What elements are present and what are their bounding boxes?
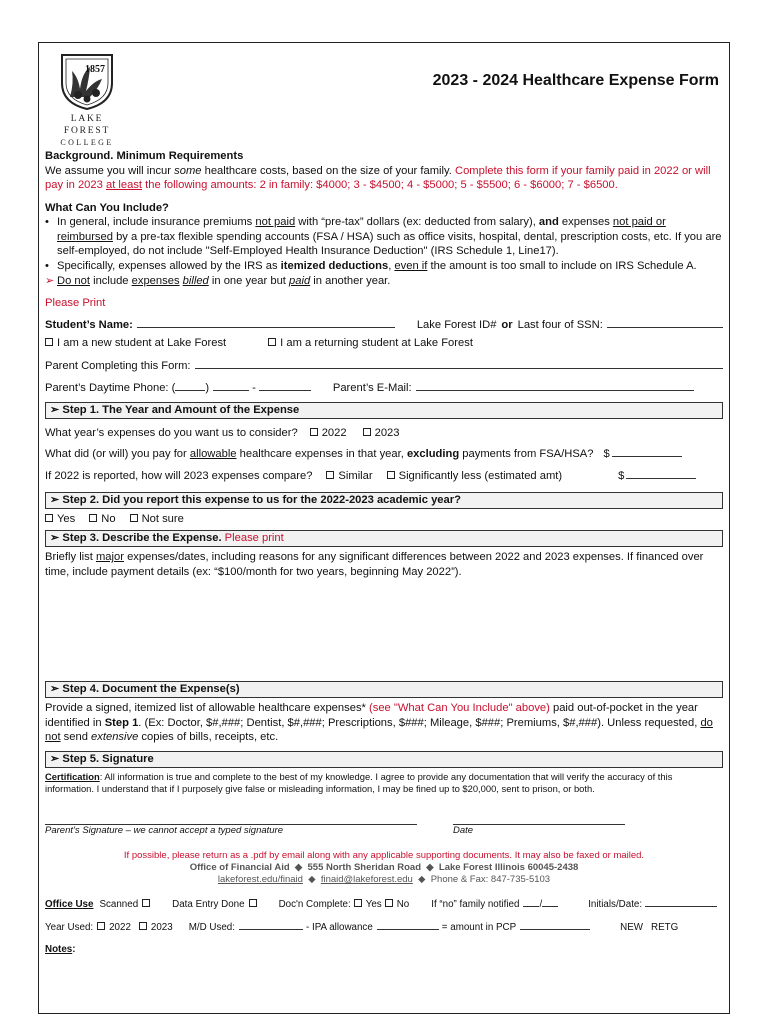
date-label: Date	[453, 825, 474, 837]
retg-label: RETG	[651, 922, 679, 934]
student-type-row	[45, 336, 723, 351]
similar-label: Similar	[338, 470, 373, 482]
lake-forest-id-label: Lake Forest ID#	[416, 318, 497, 331]
no-checkbox[interactable]	[89, 514, 97, 522]
amount-field[interactable]	[612, 447, 682, 457]
form-page	[38, 42, 730, 1014]
background-heading: Background. Minimum Requirements	[45, 150, 244, 162]
logo-year: 1857	[85, 64, 105, 75]
year-used-2023-label: 2023	[150, 922, 173, 934]
scanned-label: Scanned	[99, 898, 139, 910]
website-link[interactable]: lakeforest.edu/finaid	[217, 874, 303, 886]
signature-row	[45, 815, 723, 837]
year-used-2022-label: 2022	[109, 922, 131, 934]
new-student-checkbox[interactable]	[45, 338, 53, 346]
md-used-label: M/D Used:	[188, 922, 235, 934]
data-entry-label: Data Entry Done	[172, 898, 245, 910]
office-use-row-1	[45, 897, 723, 912]
date-field[interactable]	[453, 815, 625, 825]
email-link[interactable]: finaid@lakeforest.edu	[320, 874, 413, 886]
less-checkbox[interactable]	[387, 471, 395, 479]
form-title: 2023 - 2024 Healthcare Expense Form	[432, 72, 719, 89]
signature-block	[45, 815, 417, 837]
no-label: No	[101, 512, 116, 525]
docn-no-checkbox[interactable]	[385, 899, 393, 907]
phone-email-row	[45, 381, 723, 396]
ssn-field[interactable]	[607, 318, 723, 328]
ipa-field[interactable]	[377, 920, 439, 930]
parent-label: Parent Completing this Form:	[45, 359, 191, 372]
include-heading: What Can You Include?	[45, 201, 169, 214]
year-2023-label: 2023	[374, 426, 400, 439]
step1-year-row	[45, 426, 723, 441]
return-note: If possible, please return as a .pdf by email along with any applicable supporting documents. It may also be faxed or mailed.	[123, 849, 645, 861]
parent-row	[45, 359, 723, 374]
dollar-sign-2: $	[618, 470, 625, 482]
step2-header: ➢ Step 2. Did you report this expense to us for the 2022-2023 academic year?	[45, 492, 723, 509]
office-address: Office of Financial Aid ◆ 555 North Sheridan Road ◆ Lake Forest Illinois 60045-2438	[189, 862, 579, 874]
student-name-field[interactable]	[137, 318, 395, 328]
new-label: NEW	[620, 922, 643, 934]
step4-text: Provide a signed, itemized list of allowable healthcare expenses* (see "What Can You Include" above) paid out-of-pocket in the year identified in Step 1. (Ex: Doctor, $#,###; Dentist, $#,###; Prescriptions, $###; Mileage, $###; Premiums, $#,###). Unless requested, do not send extensive copies of bills, receipts, etc.	[45, 702, 713, 744]
phone-line-field[interactable]	[259, 381, 311, 391]
pcp-label: = amount in PCP	[441, 922, 517, 934]
year-2022-label: 2022	[321, 426, 347, 439]
notes-row	[45, 944, 723, 957]
step3-text: Briefly list major expenses/dates, including reasons for any significant differences between 2022 and 2023 expenses. If financed over time, include payment details (ex: “$100/month for two years, beginning May 2022”).	[45, 551, 704, 578]
student-name-label: Student’s Name:	[45, 318, 133, 331]
not-sure-checkbox[interactable]	[130, 514, 138, 522]
office-contact: lakeforest.edu/finaid ◆ finaid@lakeforest.edu ◆ Phone & Fax: 847-735-5103	[217, 874, 551, 886]
if-no-label: If “no” family notified	[431, 898, 520, 910]
year-2022-checkbox[interactable]	[310, 428, 318, 436]
less-label: Significantly less (estimated amt)	[398, 470, 563, 482]
phone-area-code-field[interactable]	[175, 381, 205, 391]
not-sure-label: Not sure	[141, 512, 184, 525]
year-used-label: Year Used:	[45, 922, 94, 934]
date-block	[453, 815, 625, 837]
step2-options-row	[45, 512, 723, 527]
returning-student-checkbox[interactable]	[268, 338, 276, 346]
returning-student-label: I am a returning student at Lake Forest	[280, 337, 473, 350]
docn-yes-label: Yes	[365, 898, 382, 910]
office-use-label: Office Use	[45, 898, 94, 910]
new-student-label: I am a new student at Lake Forest	[57, 337, 227, 350]
yes-checkbox[interactable]	[45, 514, 53, 522]
phone-close: )	[205, 382, 210, 395]
student-name-row	[45, 318, 723, 333]
docn-complete-label: Doc'n Complete:	[278, 898, 351, 910]
scanned-checkbox[interactable]	[142, 899, 150, 907]
form-content	[45, 149, 723, 957]
pcp-field[interactable]	[520, 920, 590, 930]
step1-amount-row	[45, 447, 723, 462]
step4-header: ➢ Step 4. Document the Expense(s)	[45, 681, 723, 698]
phone-prefix-field[interactable]	[213, 381, 249, 391]
include-bullet-2: • Specifically, expenses allowed by the IRS as itemized deductions, even if the amount is too small to include on IRS Schedule A.	[45, 259, 697, 272]
please-print: Please Print	[45, 297, 106, 310]
step1-compare-row	[45, 469, 723, 484]
data-entry-checkbox[interactable]	[249, 899, 257, 907]
md-used-field[interactable]	[239, 920, 303, 930]
notified-day-field[interactable]	[542, 897, 558, 907]
year-used-2022-checkbox[interactable]	[97, 922, 105, 930]
include-bullet-1: • In general, include insurance premiums not paid with “pre-tax” dollars (ex: deducted from salary), and expenses not paid or reimbursed by a pre-tax flexible spending accounts (FSA / HSA) such as office visits, hospital, dental, prescription costs, etc. If you are self-employed, do not include "Self-Employed Health Insurance Deduction" (IRS Schedule 1, Line17).	[45, 216, 722, 258]
office-use-row-2	[45, 920, 723, 935]
or-label: or	[501, 318, 513, 331]
similar-checkbox[interactable]	[326, 471, 334, 479]
year-2023-checkbox[interactable]	[363, 428, 371, 436]
ssn-label: Last four of SSN:	[517, 318, 603, 331]
estimated-amount-field[interactable]	[626, 469, 696, 479]
email-label: Parent’s E-Mail:	[332, 382, 412, 395]
background-text: We assume you will incur some healthcare costs, based on the size of your family. Complete this form if your family paid in 2022 or will pay in 2023 at least the following amounts: 2 in family: $4000; 3 - $4500; 4 - $5000; 5 - $5500; 6 - $6000; 7 - $6500.	[45, 164, 711, 192]
college-seal-icon	[56, 49, 118, 111]
notified-month-field[interactable]	[523, 897, 539, 907]
notes-label: Notes:	[45, 944, 76, 956]
include-bullet-3: ➢ Do not include expenses billed in one year but paid in another year.	[45, 274, 391, 287]
step1-header: ➢ Step 1. The Year and Amount of the Expense	[45, 402, 723, 419]
phone-dash: -	[252, 382, 256, 395]
step3-description-area[interactable]	[45, 579, 723, 677]
year-used-2023-checkbox[interactable]	[139, 922, 147, 930]
step1-compare-question: If 2022 is reported, how will 2023 expenses compare?	[45, 470, 313, 482]
step3-header: ➢ Step 3. Describe the Expense. Please print	[45, 530, 723, 547]
slash: /	[539, 898, 543, 910]
initials-field[interactable]	[645, 897, 717, 907]
signature-field[interactable]	[45, 815, 417, 825]
docn-no-label: No	[396, 898, 410, 910]
ipa-label: - IPA allowance	[305, 922, 373, 934]
parent-field[interactable]	[195, 359, 723, 369]
email-field[interactable]	[416, 381, 694, 391]
docn-yes-checkbox[interactable]	[354, 899, 362, 907]
logo-name-line2: COLLEGE	[60, 137, 114, 147]
initials-label: Initials/Date:	[588, 898, 643, 910]
certification-text: Certification: All information is true and complete to the best of my knowledge. I agree to provide any documentation that will verify the accuracy of this information. I understand that if I purposely give false or misleading information, I may be fined up to $20,000, sent to prison, or both.	[45, 770, 673, 795]
phone-label: Parent’s Daytime Phone: (	[45, 382, 176, 395]
step1-amount-question: What did (or will) you pay for allowable healthcare expenses in that year, excluding payments from FSA/HSA?	[45, 448, 594, 461]
yes-label: Yes	[57, 512, 76, 525]
step5-header: ➢ Step 5. Signature	[45, 751, 723, 768]
logo-name-line1: LAKE FOREST	[63, 114, 111, 137]
signature-label: Parent’s Signature – we cannot accept a typed signature	[45, 825, 284, 837]
dollar-sign: $	[603, 448, 610, 461]
step1-year-question: What year’s expenses do you want us to consider?	[45, 426, 298, 439]
